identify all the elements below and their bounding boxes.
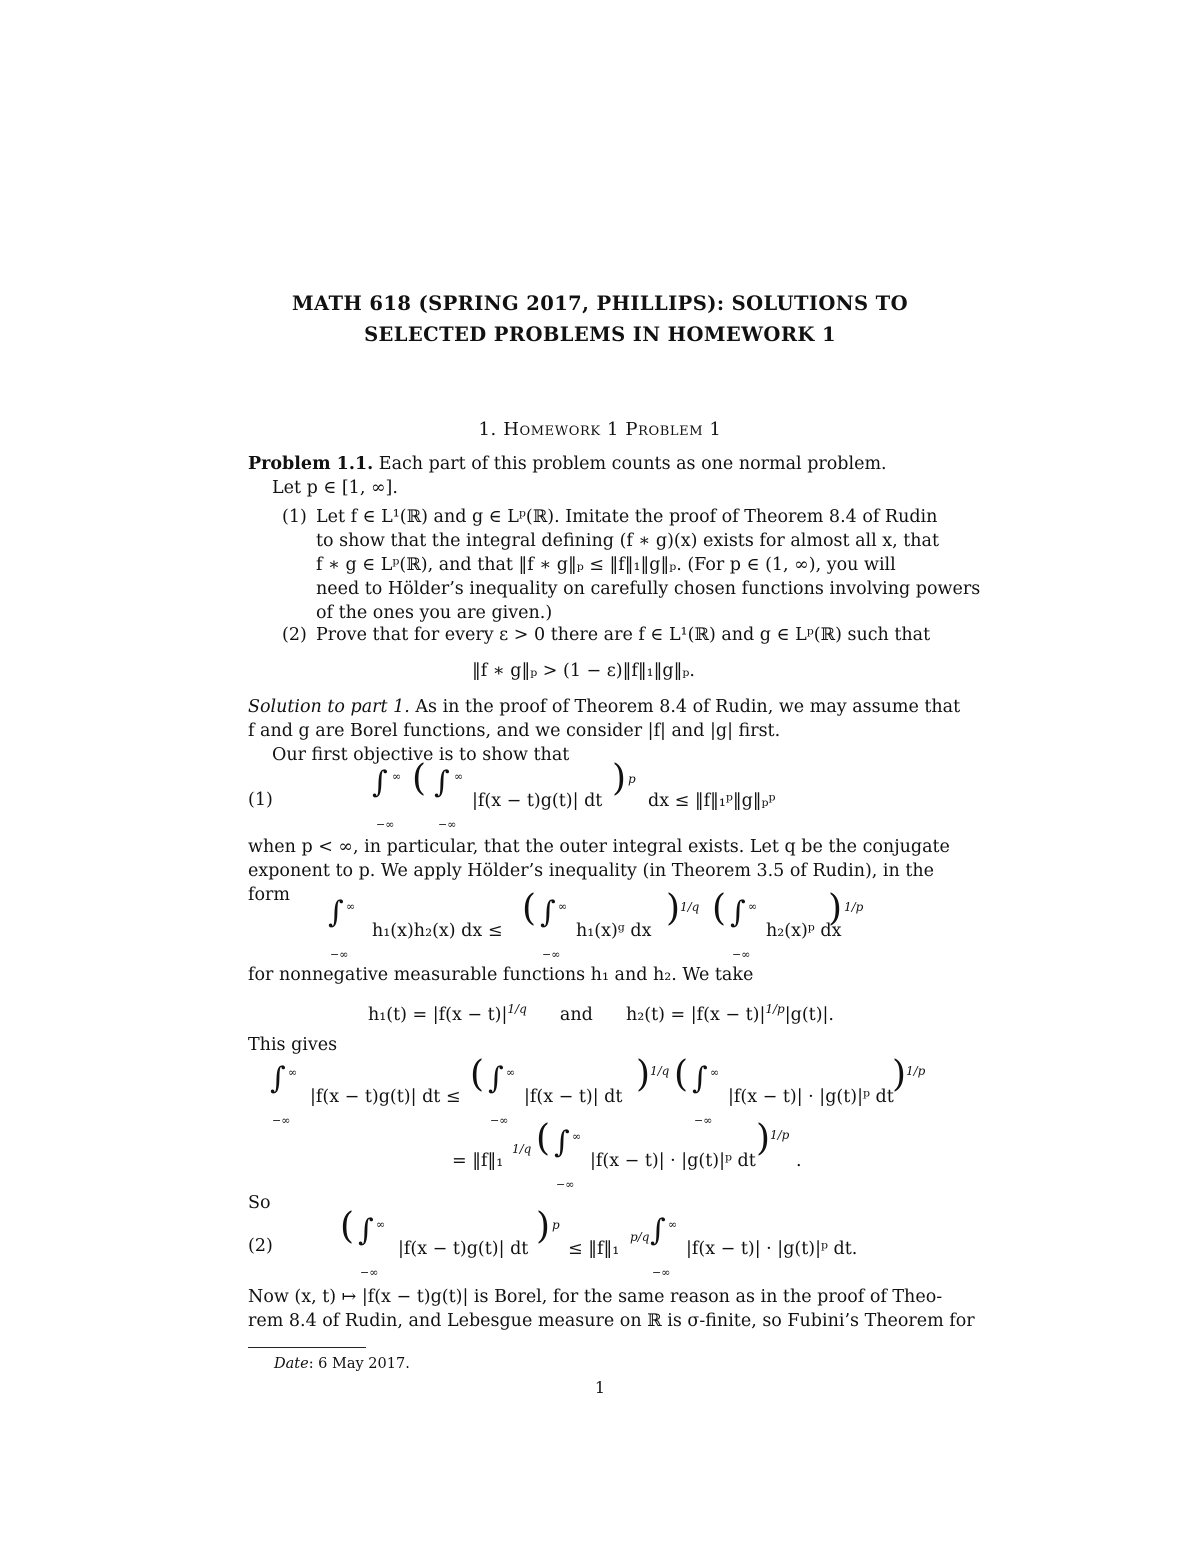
exponent: 1/q	[650, 1064, 670, 1078]
exponent: 1/q	[512, 1142, 532, 1156]
eq1-rhs: dx ≤ ‖f‖₁ᵖ‖g‖ₚᵖ	[648, 791, 776, 811]
paren-close: )	[756, 1118, 771, 1159]
integral-sign: ∫	[372, 765, 388, 800]
gives-lhs: |f(x − t)g(t)| dt ≤	[310, 1087, 461, 1107]
solution-label: Solution to part 1.	[248, 697, 410, 717]
integral-sign: ∫	[730, 895, 746, 930]
text-line: when p < ∞, in particular, that the outer integral exists. Let q be the conjugate	[248, 837, 950, 857]
eq2-rhs: |f(x − t)| · |g(t)|ᵖ dt.	[686, 1239, 858, 1259]
inner-integrand: |f(x − t)g(t)| dt	[472, 791, 603, 811]
gives-factor-1: |f(x − t)| dt	[524, 1087, 623, 1107]
exponent: p	[628, 772, 636, 786]
upper-limit: ∞	[346, 900, 356, 913]
upper-limit: ∞	[506, 1066, 516, 1079]
h2-definition: h₂(t) = |f(x − t)|	[625, 1004, 766, 1025]
section-heading: 1. Homework 1 Problem 1	[478, 419, 722, 440]
exponent: 1/p	[765, 1002, 785, 1016]
lower-limit: −∞	[438, 818, 457, 831]
upper-limit: ∞	[288, 1066, 298, 1079]
paren-open: (	[674, 1054, 689, 1095]
equation-number: (1)	[248, 790, 273, 810]
h-definitions	[368, 998, 834, 1026]
integral-sign: ∫	[358, 1213, 374, 1248]
upper-limit: ∞	[558, 900, 568, 913]
let-p-line: Let p ∈ [1, ∞].	[272, 478, 398, 498]
paren-open: (	[536, 1118, 551, 1159]
lower-limit: −∞	[360, 1266, 379, 1279]
integral-sign: ∫	[270, 1061, 286, 1096]
item-1-line: Let f ∈ L¹(ℝ) and g ∈ Lᵖ(ℝ). Imitate the proof of Theorem 8.4 of Rudin	[316, 507, 938, 527]
exponent: p	[552, 1218, 560, 1232]
item-1-line: of the ones you are given.)	[316, 603, 553, 623]
lower-limit: −∞	[490, 1114, 509, 1127]
paren-close: )	[666, 888, 681, 929]
h1-definition: h₁(t) = |f(x − t)|	[368, 1004, 508, 1025]
exponent: 1/p	[770, 1128, 790, 1142]
lower-limit: −∞	[272, 1114, 291, 1127]
paren-open: (	[340, 1206, 355, 1247]
upper-limit: ∞	[668, 1218, 678, 1231]
exponent: 1/q	[507, 1002, 527, 1016]
integral-sign: ∫	[540, 895, 556, 930]
text-line: for nonnegative measurable functions h₁ and h₂. We take	[248, 965, 754, 985]
paren-open: (	[712, 888, 727, 929]
paren-open: (	[522, 888, 537, 929]
integral-sign: ∫	[692, 1061, 708, 1096]
lower-limit: −∞	[694, 1114, 713, 1127]
text-line: This gives	[248, 1035, 338, 1055]
gives-line2-factor: |f(x − t)| · |g(t)|ᵖ dt	[590, 1151, 756, 1171]
period: .	[796, 1151, 802, 1171]
lower-limit: −∞	[732, 948, 751, 961]
gives-line2-lhs: = ‖f‖₁	[452, 1151, 504, 1171]
exponent: 1/p	[906, 1064, 926, 1078]
item-1-number: (1)	[282, 507, 307, 527]
lower-limit: −∞	[542, 948, 561, 961]
paren-close: )	[636, 1054, 651, 1095]
text-line: Now (x, t) ↦ |f(x − t)g(t)| is Borel, for the same reason as in the proof of Theo-	[248, 1287, 943, 1307]
solution-line	[248, 696, 960, 718]
holder-lhs: h₁(x)h₂(x) dx ≤	[372, 921, 503, 941]
upper-limit: ∞	[748, 900, 758, 913]
paren-close: )	[536, 1206, 551, 1247]
text-line: So	[248, 1193, 271, 1213]
footnote-rule	[248, 1347, 366, 1348]
item-1-line: f ∗ g ∈ Lᵖ(ℝ), and that ‖f ∗ g‖ₚ ≤ ‖f‖₁‖g‖ₚ. (For p ∈ (1, ∞), you will	[316, 555, 896, 575]
lower-limit: −∞	[330, 948, 349, 961]
title-line-2: SELECTED PROBLEMS IN HOMEWORK 1	[364, 323, 836, 346]
text-line: rem 8.4 of Rudin, and Lebesgue measure on ℝ is σ-finite, so Fubini’s Theorem for	[248, 1311, 975, 1331]
upper-limit: ∞	[710, 1066, 720, 1079]
paren-open: (	[412, 758, 427, 799]
item-2-line: Prove that for every ε > 0 there are f ∈ L¹(ℝ) and g ∈ Lᵖ(ℝ) such that	[316, 625, 931, 645]
item-1-line: to show that the integral defining (f ∗ g)(x) exists for almost all x, that	[316, 531, 940, 551]
paren-close: )	[828, 888, 843, 929]
upper-limit: ∞	[572, 1130, 582, 1143]
page-number: 1	[594, 1378, 606, 1397]
upper-limit: ∞	[454, 770, 464, 783]
exponent: 1/p	[844, 900, 864, 914]
text-line: exponent to p. We apply Hölder’s inequality (in Theorem 3.5 of Rudin), in the	[248, 861, 935, 881]
integral-sign: ∫	[328, 895, 344, 930]
integral-sign: ∫	[434, 765, 450, 800]
holder-factor-1: h₁(x)ᵍ dx	[576, 921, 652, 941]
h2-definition-rest: |g(t)|.	[784, 1004, 834, 1025]
integral-sign: ∫	[488, 1061, 504, 1096]
paren-open: (	[470, 1054, 485, 1095]
holder-factor-2: h₂(x)ᵖ dx	[766, 921, 842, 941]
eq2-inner: |f(x − t)g(t)| dt	[398, 1239, 529, 1259]
footnote-label: Date	[274, 1356, 309, 1372]
solution-line: Our first objective is to show that	[272, 745, 570, 765]
lower-limit: −∞	[376, 818, 395, 831]
exponent: 1/q	[680, 900, 700, 914]
lower-limit: −∞	[556, 1178, 575, 1191]
upper-limit: ∞	[376, 1218, 386, 1231]
text-line: form	[248, 885, 290, 905]
gives-factor-2: |f(x − t)| · |g(t)|ᵖ dt	[728, 1087, 894, 1107]
equation-number: (2)	[248, 1236, 273, 1256]
upper-limit: ∞	[392, 770, 402, 783]
solution-text: As in the proof of Theorem 8.4 of Rudin, we may assume that	[415, 697, 961, 717]
integral-sign: ∫	[554, 1125, 570, 1160]
problem-label: Problem 1.1.	[248, 454, 374, 474]
problem-intro	[248, 453, 887, 475]
paren-close: )	[612, 758, 627, 799]
exponent: p/q	[630, 1230, 650, 1244]
lower-limit: −∞	[652, 1266, 671, 1279]
item-1-line: need to Hölder’s inequality on carefully chosen functions involving powers	[316, 579, 981, 599]
footnote-text: : 6 May 2017.	[308, 1356, 410, 1372]
footnote	[274, 1356, 410, 1372]
problem-intro-text: Each part of this problem counts as one normal problem.	[378, 454, 887, 474]
integral-sign: ∫	[650, 1213, 666, 1248]
title-line-1: MATH 618 (SPRING 2017, PHILLIPS): SOLUTIONS TO	[292, 292, 908, 315]
and-word: and	[559, 1004, 593, 1025]
solution-line: f and g are Borel functions, and we consider |f| and |g| first.	[248, 721, 781, 741]
item-2-display-equation: ‖f ∗ g‖ₚ > (1 − ε)‖f‖₁‖g‖ₚ.	[472, 661, 695, 681]
eq2-mid: ≤ ‖f‖₁	[568, 1239, 620, 1259]
item-2-number: (2)	[282, 625, 307, 645]
paren-close: )	[892, 1054, 907, 1095]
